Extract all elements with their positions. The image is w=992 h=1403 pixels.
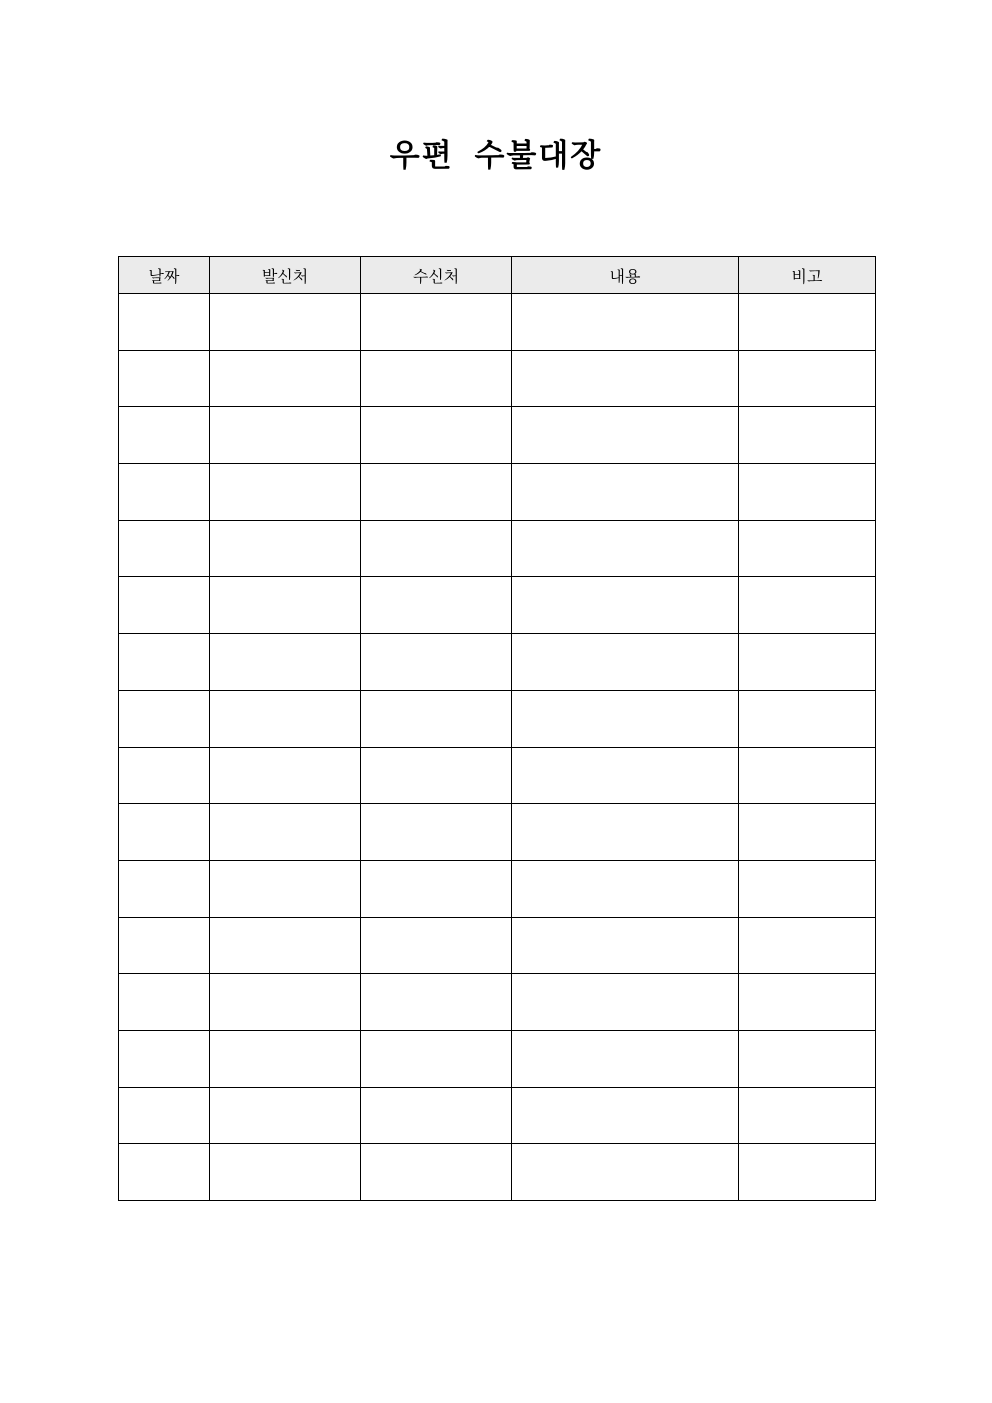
recipient-cell[interactable] xyxy=(361,974,512,1031)
content-cell[interactable] xyxy=(512,294,739,351)
column-header-date: 날짜 xyxy=(119,257,210,294)
table-row xyxy=(119,350,876,407)
remarks-cell[interactable] xyxy=(739,520,876,577)
date-cell[interactable] xyxy=(119,747,210,804)
recipient-cell[interactable] xyxy=(361,1144,512,1201)
table-row xyxy=(119,1087,876,1144)
date-cell[interactable] xyxy=(119,577,210,634)
recipient-cell[interactable] xyxy=(361,1030,512,1087)
remarks-cell[interactable] xyxy=(739,407,876,464)
sender-cell[interactable] xyxy=(210,350,361,407)
content-cell[interactable] xyxy=(512,860,739,917)
table-row xyxy=(119,917,876,974)
remarks-cell[interactable] xyxy=(739,464,876,521)
table-header-row xyxy=(119,257,876,294)
recipient-cell[interactable] xyxy=(361,407,512,464)
date-cell[interactable] xyxy=(119,294,210,351)
recipient-cell[interactable] xyxy=(361,747,512,804)
column-header-sender: 발신처 xyxy=(210,257,361,294)
date-cell[interactable] xyxy=(119,520,210,577)
remarks-cell[interactable] xyxy=(739,1144,876,1201)
table-row xyxy=(119,294,876,351)
content-cell[interactable] xyxy=(512,747,739,804)
content-cell[interactable] xyxy=(512,464,739,521)
content-cell[interactable] xyxy=(512,634,739,691)
table-row xyxy=(119,577,876,634)
table-body xyxy=(119,294,876,1201)
recipient-cell[interactable] xyxy=(361,577,512,634)
sender-cell[interactable] xyxy=(210,690,361,747)
sender-cell[interactable] xyxy=(210,634,361,691)
sender-cell[interactable] xyxy=(210,974,361,1031)
remarks-cell[interactable] xyxy=(739,1087,876,1144)
sender-cell[interactable] xyxy=(210,294,361,351)
recipient-cell[interactable] xyxy=(361,1087,512,1144)
page-title: 우편 수불대장 xyxy=(389,138,603,174)
remarks-cell[interactable] xyxy=(739,1030,876,1087)
date-cell[interactable] xyxy=(119,974,210,1031)
date-cell[interactable] xyxy=(119,350,210,407)
sender-cell[interactable] xyxy=(210,464,361,521)
date-cell[interactable] xyxy=(119,1030,210,1087)
content-cell[interactable] xyxy=(512,1087,739,1144)
table-row xyxy=(119,407,876,464)
sender-cell[interactable] xyxy=(210,1087,361,1144)
date-cell[interactable] xyxy=(119,634,210,691)
recipient-cell[interactable] xyxy=(361,634,512,691)
sender-cell[interactable] xyxy=(210,407,361,464)
column-header-content: 내용 xyxy=(512,257,739,294)
table-row xyxy=(119,974,876,1031)
sender-cell[interactable] xyxy=(210,1030,361,1087)
date-cell[interactable] xyxy=(119,1144,210,1201)
remarks-cell[interactable] xyxy=(739,690,876,747)
remarks-cell[interactable] xyxy=(739,747,876,804)
table-row xyxy=(119,1144,876,1201)
table-row xyxy=(119,747,876,804)
content-cell[interactable] xyxy=(512,577,739,634)
sender-cell[interactable] xyxy=(210,577,361,634)
sender-cell[interactable] xyxy=(210,520,361,577)
mail-ledger-table xyxy=(118,256,876,1201)
recipient-cell[interactable] xyxy=(361,520,512,577)
date-cell[interactable] xyxy=(119,1087,210,1144)
sender-cell[interactable] xyxy=(210,1144,361,1201)
remarks-cell[interactable] xyxy=(739,974,876,1031)
table-row xyxy=(119,690,876,747)
recipient-cell[interactable] xyxy=(361,917,512,974)
remarks-cell[interactable] xyxy=(739,577,876,634)
date-cell[interactable] xyxy=(119,917,210,974)
date-cell[interactable] xyxy=(119,690,210,747)
table-row xyxy=(119,804,876,861)
content-cell[interactable] xyxy=(512,407,739,464)
remarks-cell[interactable] xyxy=(739,350,876,407)
remarks-cell[interactable] xyxy=(739,917,876,974)
remarks-cell[interactable] xyxy=(739,634,876,691)
sender-cell[interactable] xyxy=(210,804,361,861)
content-cell[interactable] xyxy=(512,917,739,974)
content-cell[interactable] xyxy=(512,690,739,747)
table-row xyxy=(119,520,876,577)
table-row xyxy=(119,634,876,691)
content-cell[interactable] xyxy=(512,1144,739,1201)
remarks-cell[interactable] xyxy=(739,294,876,351)
recipient-cell[interactable] xyxy=(361,860,512,917)
remarks-cell[interactable] xyxy=(739,860,876,917)
sender-cell[interactable] xyxy=(210,747,361,804)
recipient-cell[interactable] xyxy=(361,804,512,861)
content-cell[interactable] xyxy=(512,974,739,1031)
content-cell[interactable] xyxy=(512,520,739,577)
table-row xyxy=(119,464,876,521)
recipient-cell[interactable] xyxy=(361,690,512,747)
column-header-recipient: 수신처 xyxy=(361,257,512,294)
table-row xyxy=(119,860,876,917)
content-cell[interactable] xyxy=(512,1030,739,1087)
date-cell[interactable] xyxy=(119,407,210,464)
content-cell[interactable] xyxy=(512,804,739,861)
date-cell[interactable] xyxy=(119,804,210,861)
recipient-cell[interactable] xyxy=(361,350,512,407)
recipient-cell[interactable] xyxy=(361,294,512,351)
recipient-cell[interactable] xyxy=(361,464,512,521)
content-cell[interactable] xyxy=(512,350,739,407)
date-cell[interactable] xyxy=(119,860,210,917)
column-header-remarks: 비고 xyxy=(739,257,876,294)
date-cell[interactable] xyxy=(119,464,210,521)
table-row xyxy=(119,1030,876,1087)
sender-cell[interactable] xyxy=(210,860,361,917)
remarks-cell[interactable] xyxy=(739,804,876,861)
sender-cell[interactable] xyxy=(210,917,361,974)
